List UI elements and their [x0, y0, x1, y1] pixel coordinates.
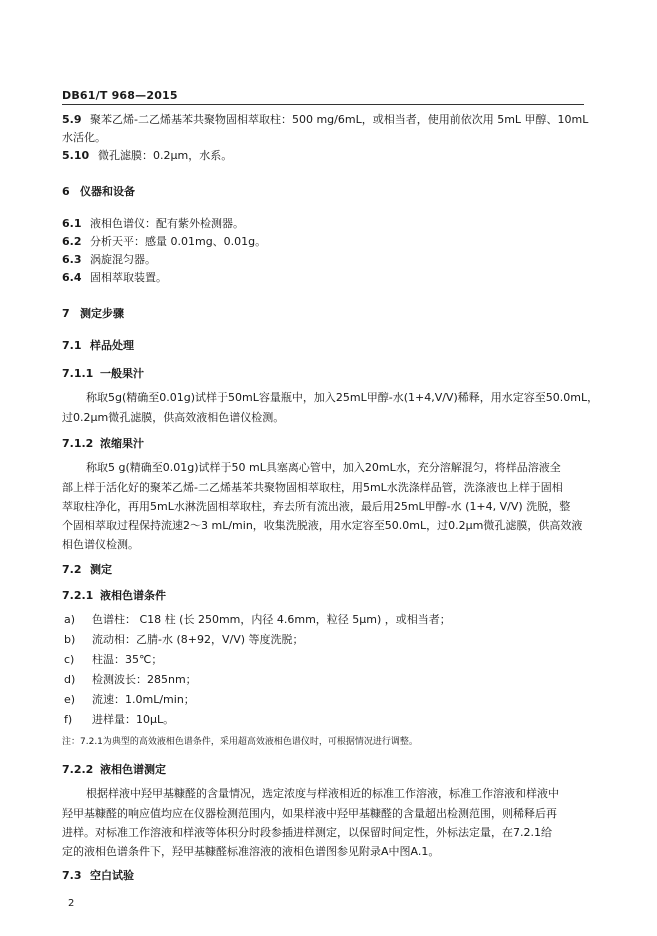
clause-number: 7.1.2	[62, 437, 94, 450]
condition-item	[64, 712, 584, 729]
item-text: 检测波长：285nm；	[92, 673, 197, 686]
item-marker: a)	[64, 613, 76, 626]
paragraph-line: 相色谱仪检测。	[62, 538, 139, 551]
item-marker: b)	[64, 633, 76, 646]
clause-number: 7.1	[62, 339, 82, 352]
clause-5-9-continuation: 水活化。	[62, 131, 106, 144]
page-number: 2	[68, 898, 75, 909]
paragraph-line: 根据样液中羟甲基糠醛的含量情况，选定浓度与样液相近的标准工作溶液，标准工作溶液和样液中	[86, 787, 559, 800]
clause-7-2-1-heading	[62, 588, 584, 605]
clause-title: 液相色谱条件	[100, 589, 166, 602]
clause-title: 空白试验	[90, 869, 134, 882]
clause-7-1-heading	[62, 338, 584, 355]
clause-text: 聚苯乙烯-二乙烯基苯共聚物固相萃取柱：500 mg/6mL，或相当者，使用前依次用 5mL 甲醇、10mL	[90, 113, 589, 126]
paragraph-line: 萃取柱净化，再用5mL水淋洗固相萃取柱，弃去所有流出液，最后用25mL甲醇-水 (1+4, V/V) 洗脱，整	[62, 500, 571, 513]
clause-title: 浓缩果汁	[100, 437, 144, 450]
clause-5-10	[62, 148, 584, 165]
paragraph-line: 定的液相色谱条件下，羟甲基糠醛标准溶液的液相色谱图参见附录A中图A.1。	[62, 845, 440, 858]
clause-number: 7.3	[62, 869, 82, 882]
item-marker: e)	[64, 693, 76, 706]
item-text: 柱温：35℃；	[92, 653, 163, 666]
clause-7-1-1-heading	[62, 366, 584, 383]
condition-item	[64, 652, 584, 669]
clause-title: 液相色谱测定	[100, 763, 166, 776]
item-text: 进样量：10μL。	[92, 713, 175, 726]
section-6-heading	[62, 184, 584, 201]
clause-text: 涡旋混匀器。	[90, 253, 156, 266]
clause-text: 分析天平：感量 0.01mg、0.01g。	[90, 235, 267, 248]
clause-6-3	[62, 252, 584, 269]
paragraph-line: 称取5 g(精确至0.01g)试样于50 mL具塞离心管中，加入20mL水，充分溶解混匀，将样品溶液全	[86, 461, 561, 474]
standard-code-header: DB61/T 968—2015	[62, 89, 178, 102]
section-number: 7	[62, 307, 70, 320]
condition-item	[64, 612, 584, 629]
clause-7-2-2-heading	[62, 762, 584, 779]
clause-text: 固相萃取装置。	[90, 271, 167, 284]
clause-number: 7.1.1	[62, 367, 94, 380]
clause-6-4	[62, 270, 584, 287]
clause-7-1-2-heading	[62, 436, 584, 453]
section-title: 仪器和设备	[80, 185, 135, 198]
item-marker: d)	[64, 673, 76, 686]
clause-7-2-heading	[62, 562, 584, 579]
clause-number: 7.2	[62, 563, 82, 576]
paragraph-line: 称取5g(精确至0.01g)试样于50mL容量瓶中，加入25mL甲醇-水(1+4,V/V)稀释，用水定容至50.0mL，	[86, 391, 599, 404]
clause-title: 样品处理	[90, 339, 134, 352]
paragraph-line: 进样。对标准工作溶液和样液等体积分时段参插进样测定，以保留时间定性，外标法定量，在7.2.1给	[62, 826, 552, 839]
clause-number: 6.4	[62, 271, 82, 284]
section-title: 测定步骤	[80, 307, 124, 320]
paragraph-line: 部上样于活化好的聚苯乙烯-二乙烯基苯共聚物固相萃取柱，用5mL水洗涤样品管，洗涤液也上样于固相	[62, 481, 563, 494]
paragraph-line: 个固相萃取过程保持流速2～3 mL/min，收集洗脱液，用水定容至50.0mL，过0.2μm微孔滤膜，供高效液	[62, 519, 583, 532]
clause-number: 7.2.1	[62, 589, 94, 602]
item-marker: c)	[64, 653, 75, 666]
section-7-heading	[62, 306, 584, 323]
header-divider	[62, 104, 584, 105]
clause-5-9	[62, 112, 589, 129]
condition-item	[64, 692, 584, 709]
clause-number: 5.9	[62, 113, 82, 126]
note: 注：7.2.1为典型的高效液相色谱条件，采用超高效液相色谱仪时，可根据情况进行调整。	[62, 737, 418, 747]
paragraph-line: 羟甲基糠醛的响应值均应在仪器检测范围内，如果样液中羟甲基糠醛的含量超出检测范围，则稀释后再	[62, 807, 557, 820]
clause-6-2	[62, 234, 584, 251]
paragraph-line: 过0.2μm微孔滤膜，供高效液相色谱仪检测。	[62, 411, 285, 424]
item-text: 流动相：乙腈-水 (8+92，V/V) 等度洗脱；	[92, 633, 304, 646]
clause-number: 5.10	[62, 149, 90, 162]
clause-title: 测定	[90, 563, 112, 576]
clause-number: 6.2	[62, 235, 82, 248]
clause-7-3-heading	[62, 868, 584, 885]
condition-item	[64, 672, 584, 689]
item-text: 色谱柱： C18 柱 (长 250mm，内径 4.6mm，粒径 5μm) ，或相当者；	[92, 613, 451, 626]
clause-number: 6.3	[62, 253, 82, 266]
clause-title: 一般果汁	[100, 367, 144, 380]
condition-item	[64, 632, 584, 649]
clause-text: 微孔滤膜：0.2μm，水系。	[98, 149, 233, 162]
item-text: 流速：1.0mL/min；	[92, 693, 195, 706]
section-number: 6	[62, 185, 70, 198]
clause-number: 7.2.2	[62, 763, 94, 776]
item-marker: f)	[64, 713, 73, 726]
clause-6-1	[62, 216, 584, 233]
clause-number: 6.1	[62, 217, 82, 230]
clause-text: 液相色谱仪：配有紫外检测器。	[90, 217, 244, 230]
